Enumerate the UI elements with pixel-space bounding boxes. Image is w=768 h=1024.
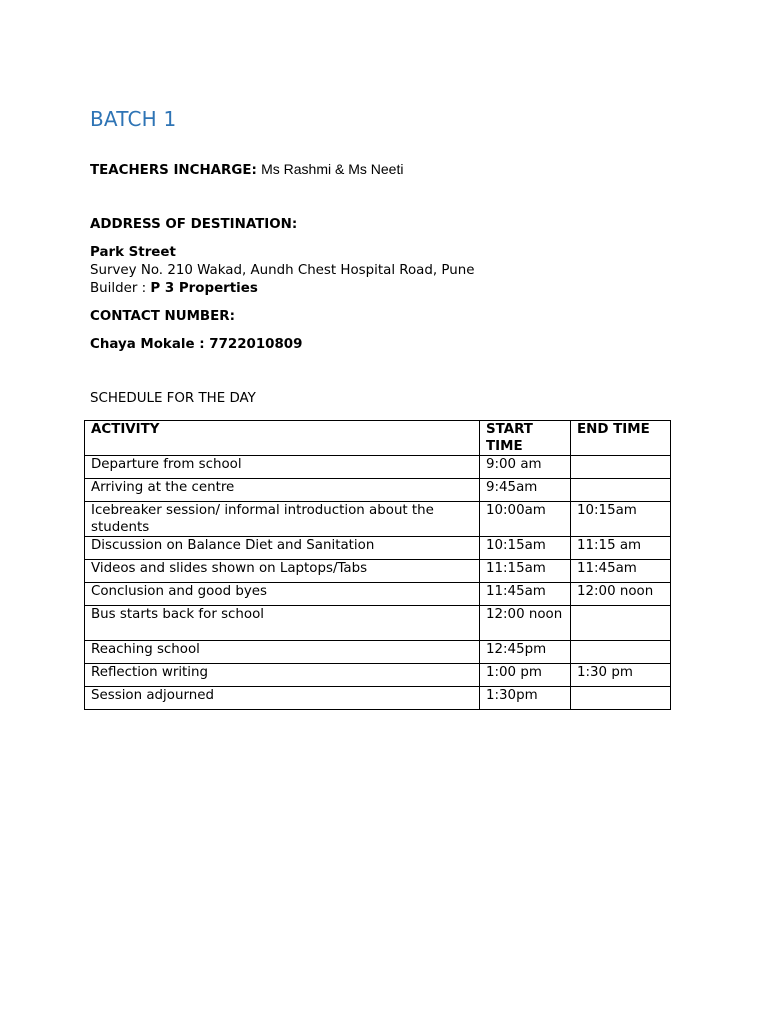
builder-line	[90, 281, 258, 296]
activity-cell: Session adjourned	[85, 687, 480, 710]
table-row	[85, 456, 671, 479]
teachers-line	[90, 161, 403, 178]
activity-cell: Icebreaker session/ informal introduction about the students	[85, 502, 480, 537]
batch-title: BATCH 1	[90, 107, 177, 131]
activity-cell: Reaching school	[85, 641, 480, 664]
end-time-cell	[571, 479, 671, 502]
end-time-cell	[571, 687, 671, 710]
start-time-cell: 10:15am	[480, 537, 571, 560]
start-time-cell: 1:30pm	[480, 687, 571, 710]
table-row	[85, 641, 671, 664]
table-row	[85, 606, 671, 641]
address-heading: ADDRESS OF DESTINATION:	[90, 217, 298, 232]
end-time-cell: 1:30 pm	[571, 664, 671, 687]
start-time-cell: 11:15am	[480, 560, 571, 583]
activity-cell: Bus starts back for school	[85, 606, 480, 641]
table-row	[85, 537, 671, 560]
start-time-cell: 1:00 pm	[480, 664, 571, 687]
schedule-table	[84, 420, 671, 710]
end-time-cell: 12:00 noon	[571, 583, 671, 606]
builder-label: Builder :	[90, 281, 147, 296]
end-time-cell	[571, 456, 671, 479]
end-time-cell: 11:15 am	[571, 537, 671, 560]
address-street: Survey No. 210 Wakad, Aundh Chest Hospital Road, Pune	[90, 263, 475, 278]
contact-line	[90, 337, 302, 352]
activity-cell: Reflection writing	[85, 664, 480, 687]
table-row	[85, 687, 671, 710]
schedule-heading: SCHEDULE FOR THE DAY	[90, 391, 256, 406]
start-time-cell: 9:45am	[480, 479, 571, 502]
start-time-cell: 11:45am	[480, 583, 571, 606]
table-header-row	[85, 421, 671, 456]
table-row	[85, 479, 671, 502]
end-time-cell: 11:45am	[571, 560, 671, 583]
activity-cell: Arriving at the centre	[85, 479, 480, 502]
end-time-cell: 10:15am	[571, 502, 671, 537]
column-header-start-time: START TIME	[480, 421, 571, 456]
teachers-value: Ms Rashmi & Ms Neeti	[261, 161, 404, 177]
activity-cell: Discussion on Balance Diet and Sanitation	[85, 537, 480, 560]
contact-name: Chaya Mokale :	[90, 337, 205, 352]
start-time-cell: 12:45pm	[480, 641, 571, 664]
start-time-cell: 12:00 noon	[480, 606, 571, 641]
start-time-cell: 10:00am	[480, 502, 571, 537]
teachers-label: TEACHERS INCHARGE:	[90, 163, 257, 178]
address-place: Park Street	[90, 245, 176, 260]
column-header-activity: ACTIVITY	[85, 421, 480, 456]
activity-cell: Departure from school	[85, 456, 480, 479]
end-time-cell	[571, 606, 671, 641]
contact-number: 7722010809	[209, 337, 303, 352]
contact-heading: CONTACT NUMBER:	[90, 309, 235, 324]
table-row	[85, 560, 671, 583]
end-time-cell	[571, 641, 671, 664]
activity-cell: Videos and slides shown on Laptops/Tabs	[85, 560, 480, 583]
table-row	[85, 583, 671, 606]
table-row	[85, 664, 671, 687]
builder-value: P 3 Properties	[150, 281, 258, 296]
start-time-cell: 9:00 am	[480, 456, 571, 479]
activity-cell: Conclusion and good byes	[85, 583, 480, 606]
table-row	[85, 502, 671, 537]
column-header-end-time: END TIME	[571, 421, 671, 456]
